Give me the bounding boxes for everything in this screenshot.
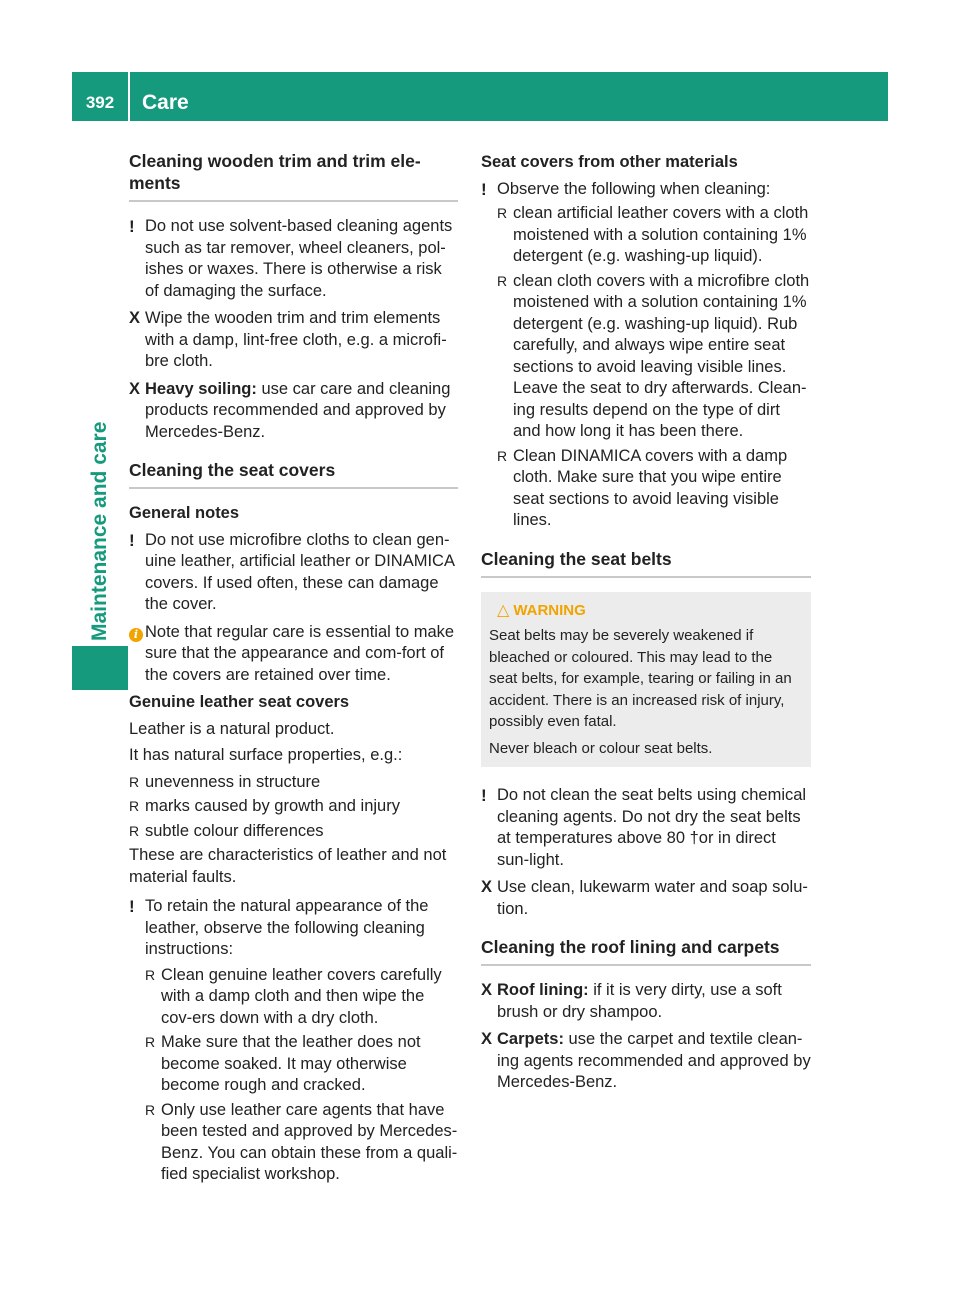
warning-note [129, 896, 458, 961]
list-item [145, 1100, 458, 1186]
list-item [497, 271, 811, 443]
side-section-label [72, 121, 128, 641]
list-item [129, 772, 458, 794]
info-text: Note that regular care is essential to make sure that the appearance and com-fort of the covers are retained over time. [145, 622, 455, 684]
warning-triangle-icon: △ [497, 601, 510, 619]
warning-mark-icon: ! [481, 179, 487, 199]
list-item-text: marks caused by growth and injury [145, 797, 400, 815]
paragraph: These are characteristics of leather and not material faults. [129, 846, 447, 886]
warning-text: Do not use solvent-based cleaning agents such as tar remover, wheel cleaners, pol-ishes or waxes. There is otherwise a risk of damaging the surface. [145, 217, 453, 300]
list-item [129, 796, 458, 818]
step-item [481, 980, 811, 1023]
list-item [497, 203, 811, 268]
list-item-text: subtle colour differences [145, 821, 324, 840]
header-divider [128, 72, 130, 121]
warning-note [481, 179, 811, 201]
step-label: Carpets: [497, 1030, 564, 1048]
bullet-icon: R [145, 1034, 156, 1050]
list-item-text: Clean DINAMICA covers with a damp cloth. Make sure that you wipe entire seat sections to avoid leaving visible lines. [513, 446, 788, 529]
warning-mark-icon: ! [129, 217, 135, 236]
step-item [129, 308, 458, 373]
heading-genuine-leather: Genuine leather seat covers [129, 693, 350, 711]
warning-text: Observe the following when cleaning: [497, 179, 771, 198]
step-text: if it is very dirty, use a soft brush or dry shampoo. [497, 981, 782, 1021]
bullet-icon: R [145, 966, 156, 983]
paragraph: It has natural surface properties, e.g.: [129, 746, 403, 764]
page-header [72, 72, 888, 121]
warning-note [129, 216, 458, 302]
list-item-text: clean artificial leather covers with a cloth moistened with a solution containing 1% detergent (e.g. washing-up liquid). [513, 204, 809, 265]
warning-note [481, 785, 811, 871]
heading-wooden-trim: Cleaning wooden trim and trim ele-ments [129, 150, 458, 202]
list-item [497, 446, 811, 532]
warning-text: To retain the natural appearance of the leather, observe the following cleaning instructions: [145, 897, 429, 958]
paragraph: Leather is a natural product. [129, 719, 335, 738]
bullet-icon: R [497, 272, 508, 289]
step-arrow-icon: X [129, 309, 141, 327]
step-item [481, 877, 811, 920]
warning-mark-icon: ! [129, 897, 135, 916]
bullet-icon: R [145, 1101, 156, 1118]
step-item [481, 1029, 811, 1094]
list-item-text: Clean genuine leather covers carefully with a damp cloth and then wipe the cov-ers down with a dry cloth. [161, 965, 442, 1027]
list-item-text: Make sure that the leather does not become soaked. It may otherwise become rough and cracked. [161, 1033, 421, 1094]
info-note [129, 622, 458, 687]
step-arrow-icon: X [481, 1030, 493, 1048]
heading-roof-lining: Cleaning the roof lining and carpets [481, 936, 811, 966]
heading-other-materials: Seat covers from other materials [481, 153, 738, 171]
warning-sublist [497, 203, 811, 532]
bullet-icon: R [129, 822, 140, 839]
step-text: use car care and cleaning products recommended and approved by Mercedes-Benz. [145, 379, 451, 441]
list-item [129, 821, 458, 843]
bullet-icon: R [129, 773, 140, 790]
warning-mark-icon: ! [129, 530, 135, 550]
heading-general-notes: General notes [129, 504, 240, 522]
page-number: 392 [85, 93, 115, 112]
page-title: Care [142, 91, 189, 114]
step-label: Heavy soiling: [145, 379, 257, 398]
side-tab-marker [72, 646, 128, 690]
heading-seat-belts: Cleaning the seat belts [481, 548, 811, 578]
warning-text: Do not clean the seat belts using chemical cleaning agents. Do not dry the seat belts at temperatures above 80 †or in direct sun-light. [497, 786, 807, 869]
bullet-icon: R [497, 205, 508, 221]
list-item-text: unevenness in structure [145, 772, 321, 791]
step-label: Roof lining: [497, 981, 589, 999]
warning-mark-icon: ! [481, 786, 487, 805]
step-arrow-icon: X [481, 981, 493, 999]
step-arrow-icon: X [129, 379, 141, 398]
list-item-text: Only use leather care agents that have been tested and approved by Mercedes-Benz. You can obtain these from a quali-fied specialist workshop. [161, 1100, 458, 1183]
heading-seat-covers: Cleaning the seat covers [129, 459, 458, 489]
info-icon: i [129, 628, 143, 642]
warning-box-text: Seat belts may be severely weakened if bleached or coloured. This may lead to the seat belts, for example, tearing or failing in an accident. There is an increased risk of injury, possibly even fatal. [489, 627, 792, 730]
step-arrow-icon: X [481, 878, 493, 896]
list-item [145, 965, 458, 1030]
list-item-text: clean cloth covers with a microfibre cloth moistened with a solution containing 1% detergent (e.g. washing-up liquid). Rub carefully, and always wipe entire seat sections to avoid leaving visible lines. Leave the seat to dry afterwards. Clean-ing results depend on the type of dirt and how long it has been there. [513, 271, 810, 440]
step-text: use the carpet and textile clean-ing agents recommended and approved by Mercedes-Benz. [497, 1030, 811, 1091]
warning-title [489, 600, 803, 622]
left-column [129, 150, 458, 1189]
warning-box [481, 592, 811, 768]
list-item [145, 1032, 458, 1097]
warning-sublist [145, 965, 458, 1186]
warning-box-text: Never bleach or colour seat belts. [489, 739, 713, 757]
right-column [481, 152, 811, 1100]
step-text: Use clean, lukewarm water and soap solu-tion. [497, 878, 808, 918]
bullet-icon: R [497, 447, 508, 464]
side-label-text: Maintenance and care [88, 421, 111, 641]
step-text: Wipe the wooden trim and trim elements with a damp, lint-free cloth, e.g. a microfi-bre cloth. [145, 309, 447, 370]
warning-text: Do not use microfibre cloths to clean gen-uine leather, artificial leather or DINAMICA covers. If used often, these can damage the cover. [145, 530, 455, 613]
warning-title-text: WARNING [513, 601, 586, 619]
warning-note [129, 530, 458, 616]
step-item [129, 379, 458, 444]
bullet-icon: R [129, 798, 140, 814]
